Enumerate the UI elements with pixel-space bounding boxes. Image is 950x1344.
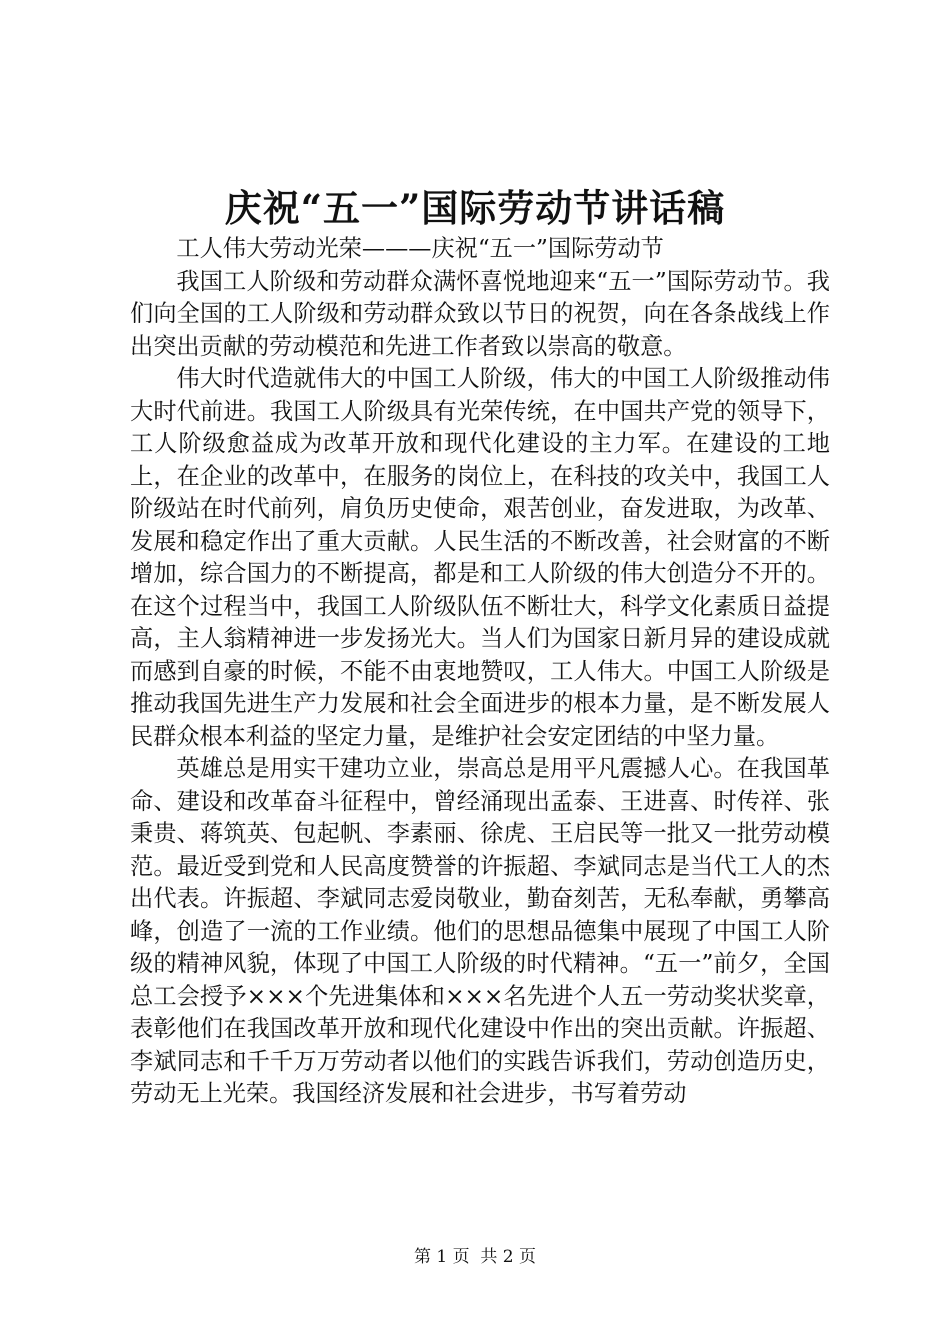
document-body xyxy=(130,233,830,1111)
body-paragraph: 我国工人阶级和劳动群众满怀喜悦地迎来“五一”国际劳动节。我们向全国的工人阶级和劳动群众致以节日的祝贺，向在各条战线上作出突出贡献的劳动模范和先进工作者致以崇高的敬意。 xyxy=(130,267,830,360)
page-number: 第 1 页 xyxy=(413,1247,470,1267)
document-title: 庆祝“五一”国际劳动节讲话稿 xyxy=(224,186,726,230)
page-footer xyxy=(0,1245,950,1269)
page-total: 共 2 页 xyxy=(480,1247,537,1267)
body-paragraph: 伟大时代造就伟大的中国工人阶级，伟大的中国工人阶级推动伟大时代前进。我国工人阶级具有光荣传统，在中国共产党的领导下，工人阶级愈益成为改革开放和现代化建设的主力军。在建设的工地上，在企业的改革中，在服务的岗位上，在科技的攻关中，我国工人阶级站在时代前列，肩负历史使命，艰苦创业，奋发进取，为改革、发展和稳定作出了重大贡献。人民生活的不断改善，社会财富的不断增加，综合国力的不断提高，都是和工人阶级的伟大创造分不开的。在这个过程当中，我国工人阶级队伍不断壮大，科学文化素质日益提高，主人翁精神进一步发扬光大。当人们为国家日新月异的建设成就而感到自豪的时候，不能不由衷地赞叹，工人伟大。中国工人阶级是推动我国先进生产力发展和社会全面进步的根本力量，是不断发展人民群众根本利益的坚定力量，是维护社会安定团结的中坚力量。 xyxy=(130,365,830,750)
subtitle-paragraph: 工人伟大劳动光荣———庆祝“五一”国际劳动节 xyxy=(176,235,664,262)
body-paragraph: 英雄总是用实干建功立业，崇高总是用平凡震撼人心。在我国革命、建设和改革奋斗征程中，曾经涌现出孟泰、王进喜、时传祥、张秉贵、蒋筑英、包起帆、李素丽、徐虎、王启民等一批又一批劳动模范。最近受到党和人民高度赞誉的许振超、李斌同志是当代工人的杰出代表。许振超、李斌同志爱岗敬业，勤奋刻苦，无私奉献，勇攀高峰，创造了一流的工作业绩。他们的思想品德集中展现了中国工人阶级的精神风貌，体现了中国工人阶级的时代精神。“五一”前夕，全国总工会授予×××个先进集体和×××名先进个人五一劳动奖状奖章，表彰他们在我国改革开放和现代化建设中作出的突出贡献。许振超、李斌同志和千千万万劳动者以他们的实践告诉我们，劳动创造历史，劳动无上光荣。我国经济发展和社会进步，书写着劳动 xyxy=(130,755,830,1107)
